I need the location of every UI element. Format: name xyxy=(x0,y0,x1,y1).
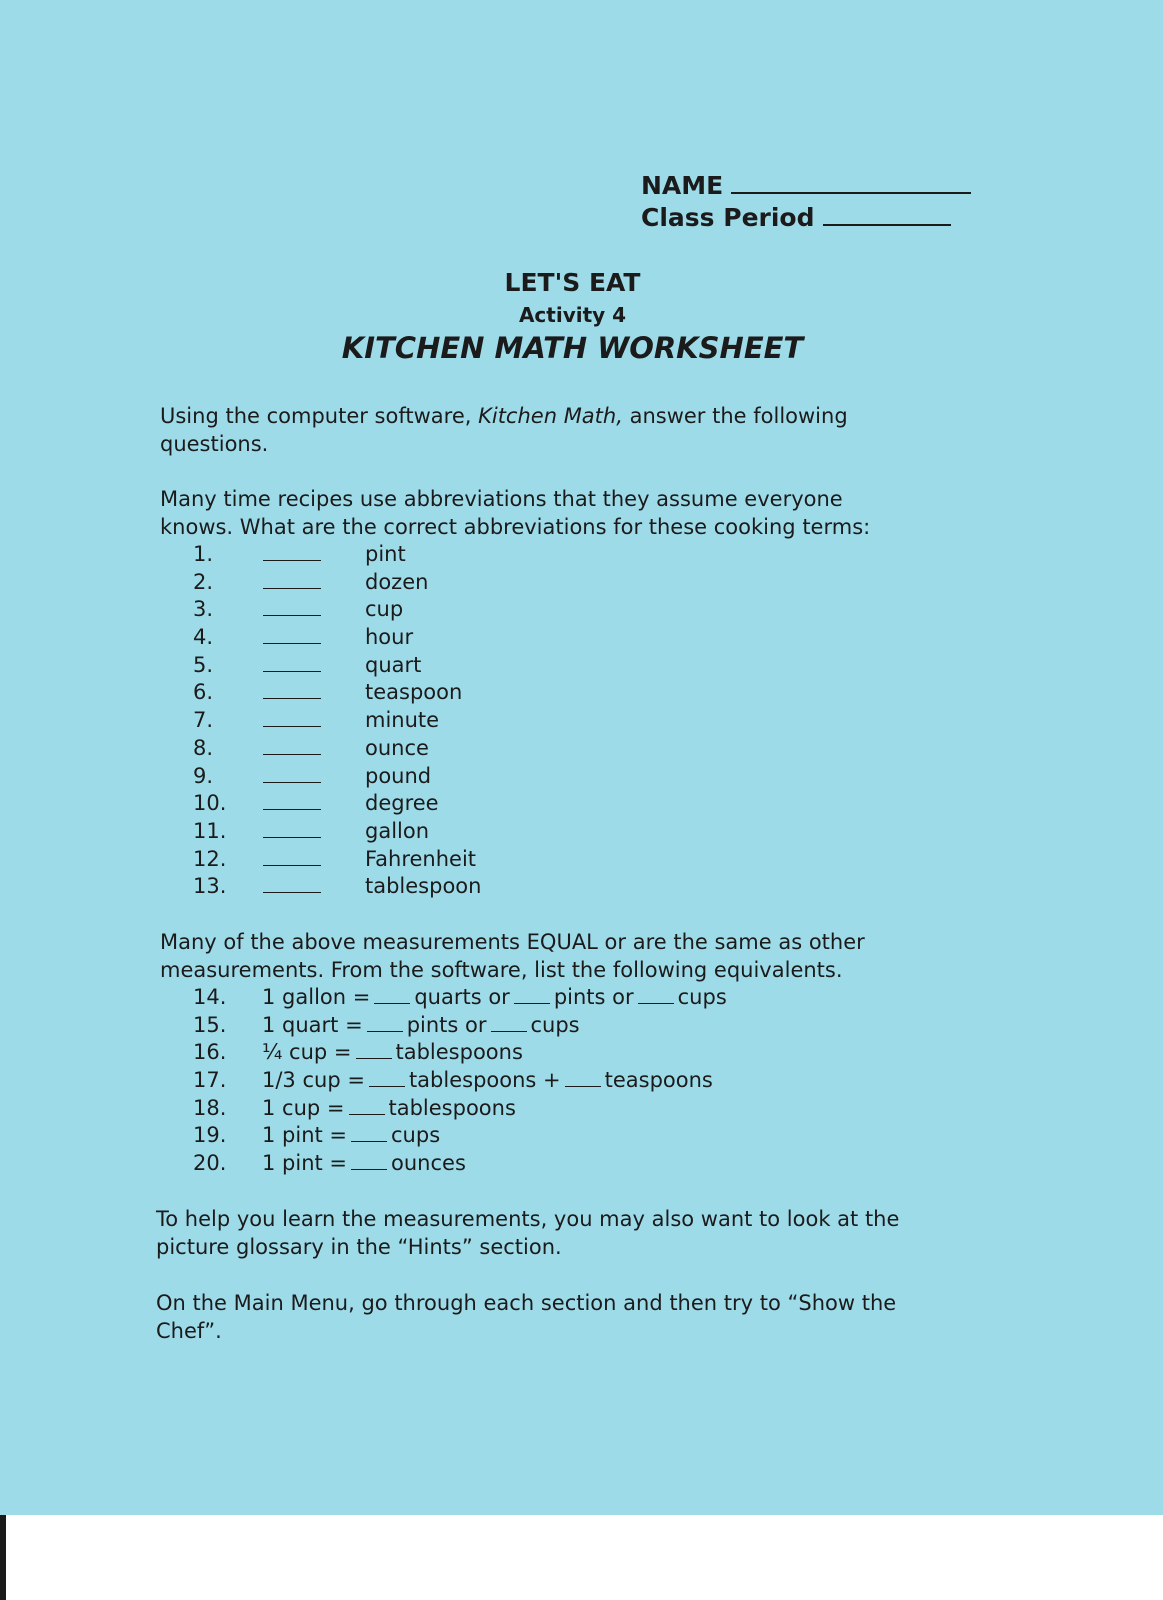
answer-blank xyxy=(263,588,321,589)
answer-blank xyxy=(263,865,321,866)
cooking-term: quart xyxy=(365,652,422,677)
activity-subtitle: Activity 4 xyxy=(518,303,627,327)
cooking-term: teaspoon xyxy=(365,680,463,705)
intro-paragraph xyxy=(160,402,980,458)
cooking-term: dozen xyxy=(365,569,429,594)
item-number: 1. xyxy=(193,542,214,566)
cooking-term: pound xyxy=(365,763,432,788)
equivalent-item xyxy=(0,1095,1163,1123)
item-number: 8. xyxy=(193,735,214,760)
cooking-term: Fahrenheit xyxy=(365,846,477,871)
abbreviation-item xyxy=(0,846,1163,874)
equivalent-expression xyxy=(262,1122,440,1149)
equivalent-item xyxy=(0,1039,1163,1067)
item-number: 10. xyxy=(193,791,227,816)
answer-blank xyxy=(369,1070,405,1087)
cooking-term: hour xyxy=(365,625,414,650)
intro-line-2: questions. xyxy=(160,432,269,456)
item-number: 13. xyxy=(193,874,227,899)
item-number: 14. xyxy=(193,985,227,1009)
expression-text: 1 cup = xyxy=(262,1095,345,1120)
equivalent-item xyxy=(0,1012,1163,1040)
equivalent-item xyxy=(0,1150,1163,1178)
abbreviation-item xyxy=(0,735,1163,763)
answer-blank xyxy=(356,1042,392,1059)
answer-blank xyxy=(263,615,321,616)
abbreviation-item xyxy=(0,873,1163,901)
item-number: 2. xyxy=(193,569,214,594)
expression-text: quarts or xyxy=(414,985,510,1009)
intro-line-1 xyxy=(160,402,980,430)
closing-line-1: On the Main Menu, go through each section and then try to “Show the xyxy=(156,1291,897,1315)
answer-blank xyxy=(367,1015,403,1032)
expression-text: tablespoons xyxy=(395,1040,523,1065)
answer-blank xyxy=(514,987,550,1004)
closing-paragraph xyxy=(156,1289,976,1345)
expression-text: tablespoons + xyxy=(408,1068,561,1093)
item-number: 11. xyxy=(193,818,227,843)
abbreviation-item xyxy=(0,818,1163,846)
answer-blank xyxy=(374,987,410,1004)
cooking-term: minute xyxy=(365,708,440,733)
answer-blank xyxy=(638,987,674,1004)
expression-text: pints or xyxy=(553,985,634,1009)
scanner-edge xyxy=(0,1515,6,1600)
expression-text: 1 gallon = xyxy=(262,985,371,1009)
equivalent-expression xyxy=(262,1039,523,1066)
expression-text: cups xyxy=(677,985,727,1009)
answer-blank xyxy=(351,1153,387,1170)
cooking-term: pint xyxy=(365,542,406,566)
expression-text: 1 pint = xyxy=(262,1123,348,1148)
item-number: 5. xyxy=(193,652,214,677)
closing-line-2: Chef”. xyxy=(156,1319,222,1343)
equivalent-item xyxy=(0,1122,1163,1150)
name-label: NAME xyxy=(641,171,724,200)
answer-blank xyxy=(491,1015,527,1032)
item-number: 15. xyxy=(193,1012,227,1037)
equivalent-item xyxy=(0,1067,1163,1095)
abbreviation-item xyxy=(0,679,1163,707)
item-number: 3. xyxy=(193,597,214,622)
item-number: 7. xyxy=(193,708,214,733)
abbreviations-instructions-line-1: Many time recipes use abbreviations that they assume everyone xyxy=(160,487,843,511)
answer-blank xyxy=(263,726,321,727)
abbreviation-item xyxy=(0,569,1163,597)
abbreviation-item xyxy=(0,624,1163,652)
item-number: 12. xyxy=(193,846,227,871)
answer-blank xyxy=(351,1125,387,1142)
answer-blank xyxy=(263,754,321,755)
name-blank xyxy=(731,174,971,194)
equivalents-instructions-line-1: Many of the above measurements EQUAL or are the same as other xyxy=(160,930,865,954)
abbreviation-item xyxy=(0,541,1163,569)
cooking-term: degree xyxy=(365,791,439,816)
expression-text: cups xyxy=(530,1012,580,1037)
expression-text: pints or xyxy=(406,1012,487,1037)
abbreviations-instructions-line-2: knows. What are the correct abbreviations for these cooking terms: xyxy=(160,515,871,539)
class-period-field xyxy=(641,203,951,232)
expression-text: ¼ cup = xyxy=(262,1040,352,1065)
expression-text: 1 pint = xyxy=(262,1151,348,1176)
abbreviations-instructions xyxy=(160,485,980,541)
tip-paragraph xyxy=(156,1205,976,1261)
item-number: 6. xyxy=(193,680,214,705)
expression-text: tablespoons xyxy=(388,1095,516,1120)
expression-text: ounces xyxy=(391,1151,466,1176)
equivalent-expression xyxy=(262,1067,713,1094)
abbreviation-item xyxy=(0,707,1163,735)
class-period-blank xyxy=(823,206,951,226)
cooking-term: ounce xyxy=(365,735,429,760)
item-number: 17. xyxy=(193,1068,227,1093)
equivalents-list xyxy=(0,984,1163,1178)
abbreviation-item xyxy=(0,763,1163,791)
answer-blank xyxy=(263,671,321,672)
item-number: 19. xyxy=(193,1123,227,1148)
equivalents-instructions-line-2: measurements. From the software, list the following equivalents. xyxy=(160,958,843,982)
cooking-term: cup xyxy=(365,597,404,622)
worksheet-title: KITCHEN MATH WORKSHEET xyxy=(341,331,804,365)
item-number: 4. xyxy=(193,625,214,650)
answer-blank xyxy=(263,782,321,783)
expression-text: teaspoons xyxy=(604,1068,713,1093)
cooking-term: gallon xyxy=(365,818,430,843)
answer-blank xyxy=(263,698,321,699)
intro-text-before: Using the computer software, xyxy=(160,404,479,428)
intro-text-after: answer the following xyxy=(622,404,848,428)
tip-line-1: To help you learn the measurements, you may also want to look at the xyxy=(156,1207,900,1231)
item-number: 20. xyxy=(193,1151,227,1176)
tip-line-2: picture glossary in the “Hints” section. xyxy=(156,1235,562,1259)
answer-blank xyxy=(263,837,321,838)
item-number: 16. xyxy=(193,1040,227,1065)
expression-text: cups xyxy=(391,1123,441,1148)
equivalent-expression xyxy=(262,984,727,1011)
abbreviation-item xyxy=(0,652,1163,680)
name-field xyxy=(641,171,971,200)
item-number: 18. xyxy=(193,1095,227,1120)
expression-text: 1/3 cup = xyxy=(262,1068,365,1093)
abbreviation-item xyxy=(0,790,1163,818)
answer-blank xyxy=(263,892,321,893)
answer-blank xyxy=(263,560,321,561)
expression-text: 1 quart = xyxy=(262,1012,363,1037)
abbreviation-item xyxy=(0,596,1163,624)
answer-blank xyxy=(565,1070,601,1087)
class-period-label: Class Period xyxy=(641,203,815,232)
page-title: LET'S EAT xyxy=(504,268,641,297)
answer-blank xyxy=(263,809,321,810)
equivalent-item xyxy=(0,984,1163,1012)
answer-blank xyxy=(263,643,321,644)
item-number: 9. xyxy=(193,763,214,788)
abbreviations-list xyxy=(0,541,1163,901)
equivalent-expression xyxy=(262,1150,466,1177)
software-name: Kitchen Math, xyxy=(478,404,623,428)
equivalent-expression xyxy=(262,1095,516,1122)
equivalents-instructions xyxy=(160,928,980,984)
answer-blank xyxy=(349,1098,385,1115)
equivalent-expression xyxy=(262,1012,580,1039)
cooking-term: tablespoon xyxy=(365,874,482,899)
